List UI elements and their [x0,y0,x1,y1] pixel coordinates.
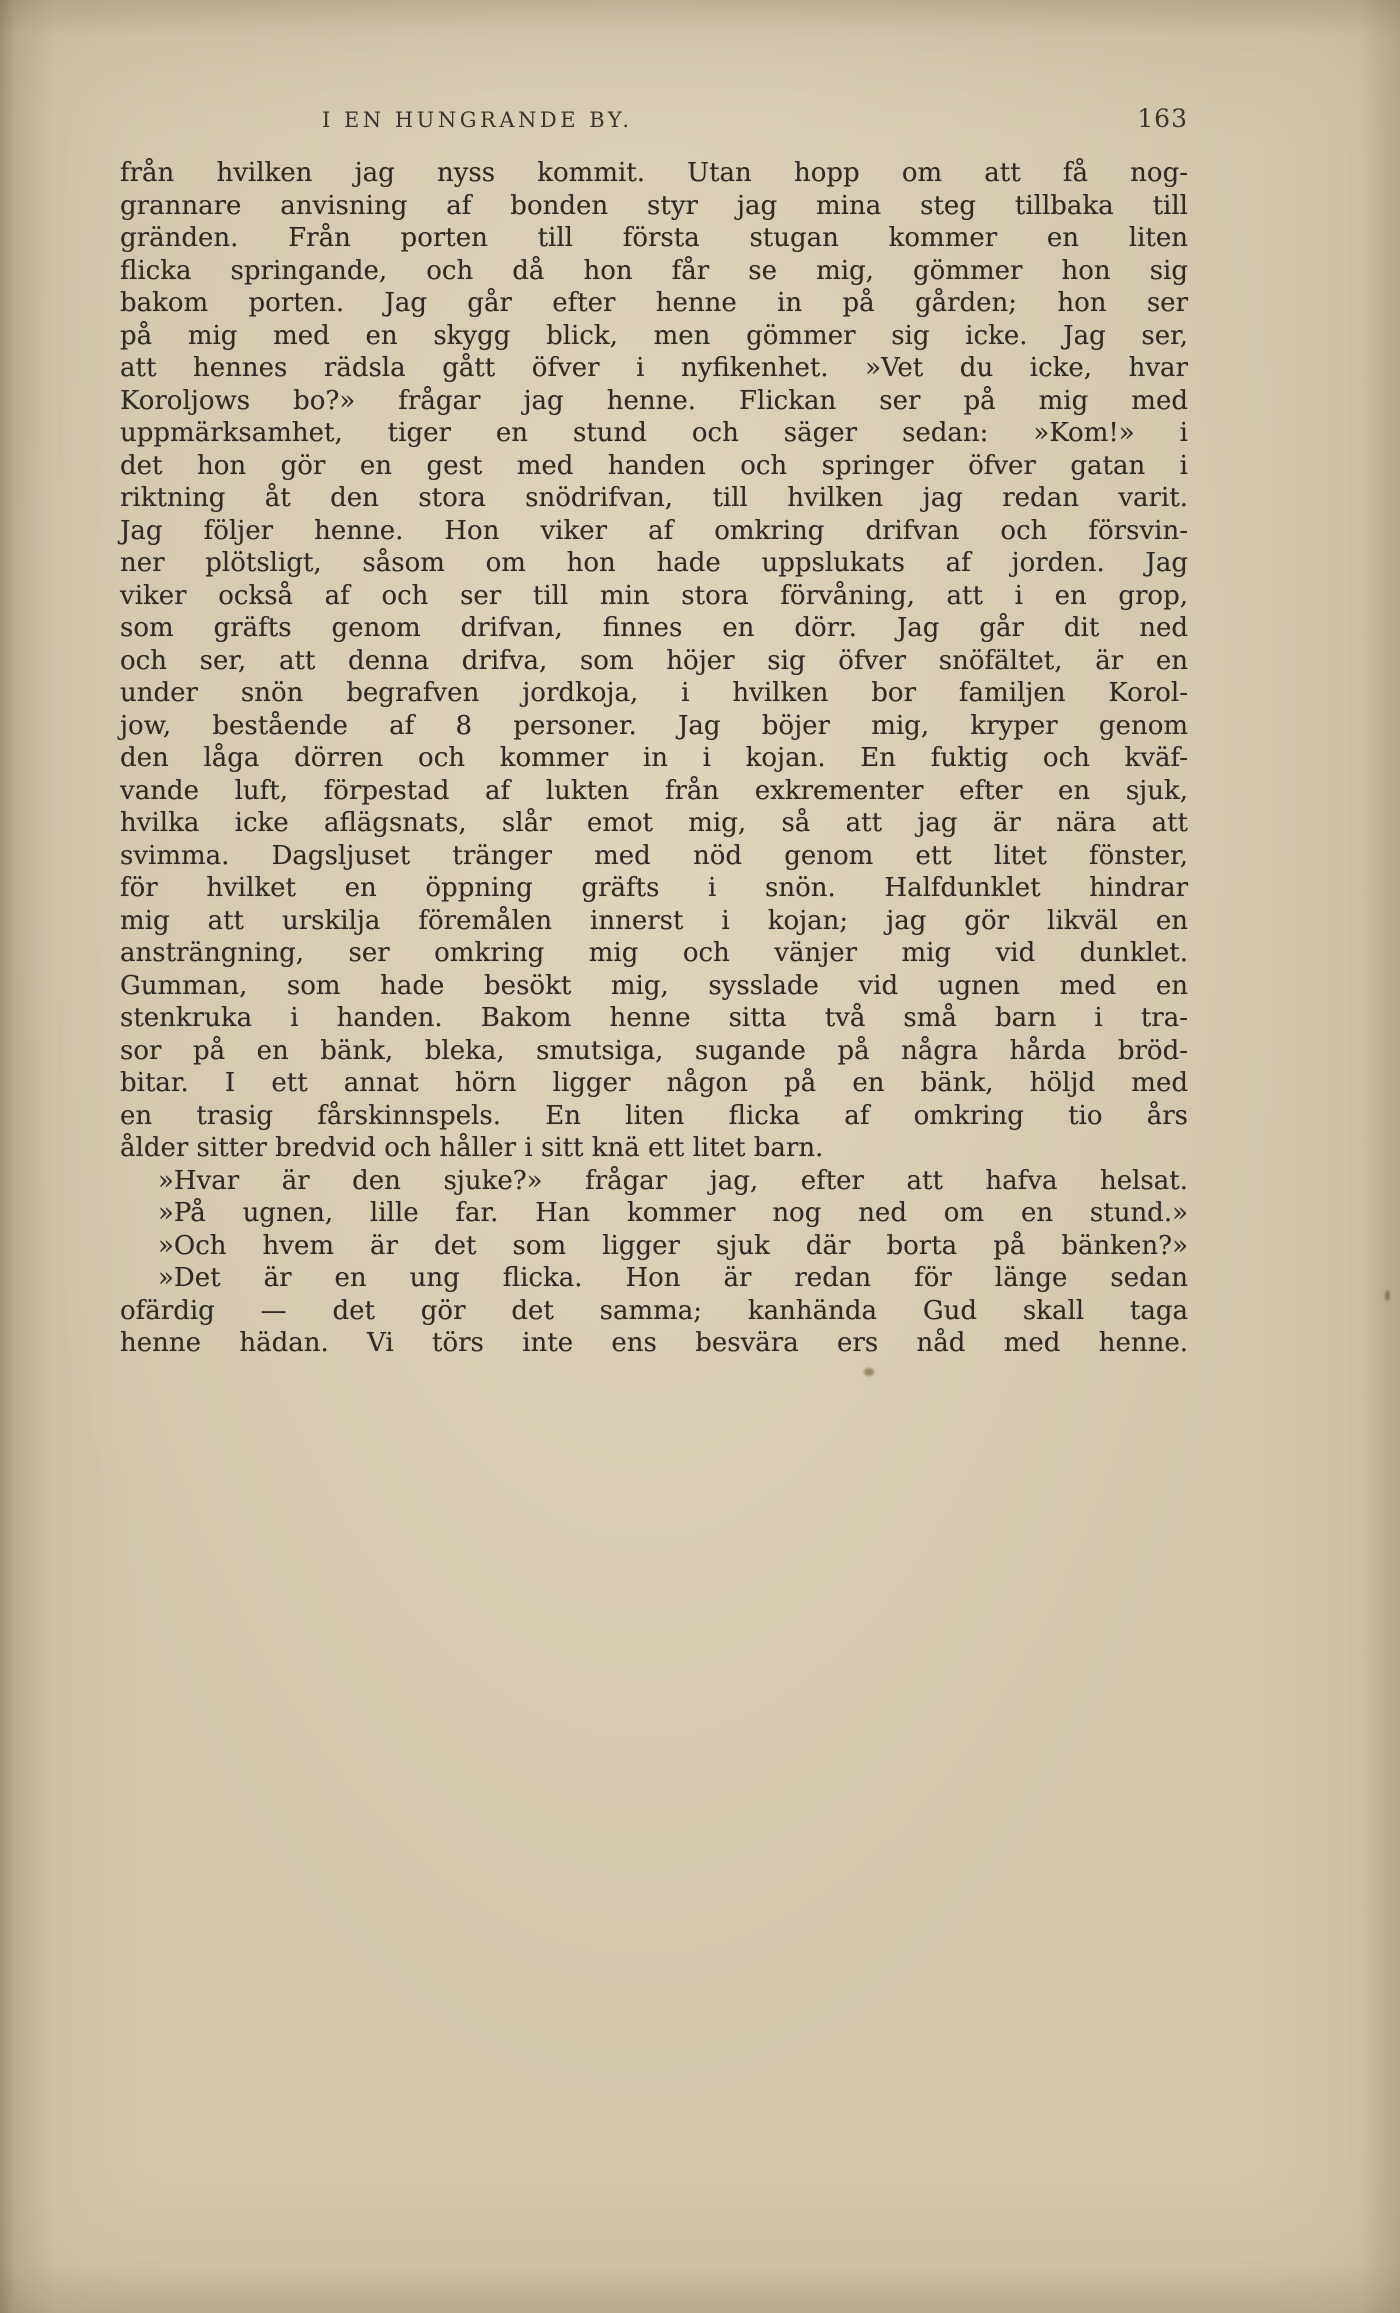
text-line: gränden. Från porten till första stugan kommer en liten [120,223,1188,253]
text-line: från hvilken jag nyss kommit. Utan hopp om att få nog- [120,158,1188,188]
text-line: svimma. Dagsljuset tränger med nöd genom ett litet fönster, [120,840,1188,871]
text-line: stenkruka i handen. Bakom henne sitta två små barn i tra- [120,1003,1188,1033]
running-title: I EN HUNGRANDE BY. [322,108,633,132]
text-line-dialogue: »Det är en ung flicka. Hon är redan för länge sedan [158,1263,1188,1293]
text-line: bitar. I ett annat hörn ligger någon på en bänk, höljd med [120,1068,1188,1098]
text-line: sor på en bänk, bleka, smutsiga, sugande på några hårda bröd- [120,1035,1188,1066]
text-line: flicka springande, och då hon får se mig, gömmer hon sig [120,255,1188,286]
text-line: Jag följer henne. Hon viker af omkring drifvan och försvin- [120,515,1188,546]
text-line: ner plötsligt, såsom om hon hade uppslukats af jorden. Jag [120,548,1188,578]
text-line-dialogue: »Hvar är den sjuke?» frågar jag, efter att hafva helsat. [158,1165,1188,1196]
text-line: henne hädan. Vi törs inte ens besvära ers nåd med henne. [120,1328,1188,1358]
paper-speck [1385,1290,1390,1301]
text-line: på mig med en skygg blick, men gömmer sig icke. Jag ser, [120,320,1188,351]
text-line: en trasig fårskinnspels. En liten flicka af omkring tio års [120,1100,1188,1131]
text-line: under snön begrafven jordkoja, i hvilken bor familjen Korol- [120,678,1188,708]
text-line-dialogue: »Och hvem är det som ligger sjuk där borta på bänken?» [158,1230,1188,1261]
text-line: ofärdig — det gör det samma; kanhända Gud skall taga [120,1295,1188,1326]
text-line: grannare anvisning af bonden styr jag mina steg tillbaka till [120,190,1188,221]
text-line: jow, bestående af 8 personer. Jag böjer mig, kryper genom [120,710,1188,741]
text-line: viker också af och ser till min stora förvåning, att i en grop, [120,580,1188,611]
paper-speck [864,1368,874,1376]
text-line: ansträngning, ser omkring mig och vänjer mig vid dunklet. [120,938,1188,968]
text-line: det hon gör en gest med handen och springer öfver gatan i [120,450,1188,481]
text-line: den låga dörren och kommer in i kojan. En fuktig och kväf- [120,743,1188,773]
text-line-dialogue: »På ugnen, lille far. Han kommer nog ned om en stund.» [158,1198,1188,1228]
text-line: Gumman, som hade besökt mig, sysslade vid ugnen med en [120,970,1188,1001]
text-line: som gräfts genom drifvan, finnes en dörr. Jag går dit ned [120,613,1188,643]
text-line: att hennes rädsla gått öfver i nyfikenhet. »Vet du icke, hvar [120,353,1188,383]
text-line: vande luft, förpestad af lukten från exkrementer efter en sjuk, [120,775,1188,806]
body-text [120,157,1188,1360]
running-head [120,104,1188,133]
page-number: 163 [1137,104,1188,133]
text-block [120,104,1188,1360]
text-line: Koroljows bo?» frågar jag henne. Flickan ser på mig med [120,385,1188,416]
text-line: mig att urskilja föremålen innerst i kojan; jag gör likväl en [120,905,1188,936]
text-line: och ser, att denna drifva, som höjer sig öfver snöfältet, är en [120,645,1188,676]
text-line: riktning åt den stora snödrifvan, till hvilken jag redan varit. [120,483,1188,513]
text-line: hvilka icke aflägsnats, slår emot mig, så att jag är nära att [120,808,1188,838]
text-line: uppmärksamhet, tiger en stund och säger sedan: »Kom!» i [120,418,1188,448]
text-line: för hvilket en öppning gräfts i snön. Halfdunklet hindrar [120,873,1188,903]
text-line: ålder sitter bredvid och håller i sitt knä ett litet barn. [120,1133,824,1163]
text-line: bakom porten. Jag går efter henne in på gården; hon ser [120,288,1188,318]
